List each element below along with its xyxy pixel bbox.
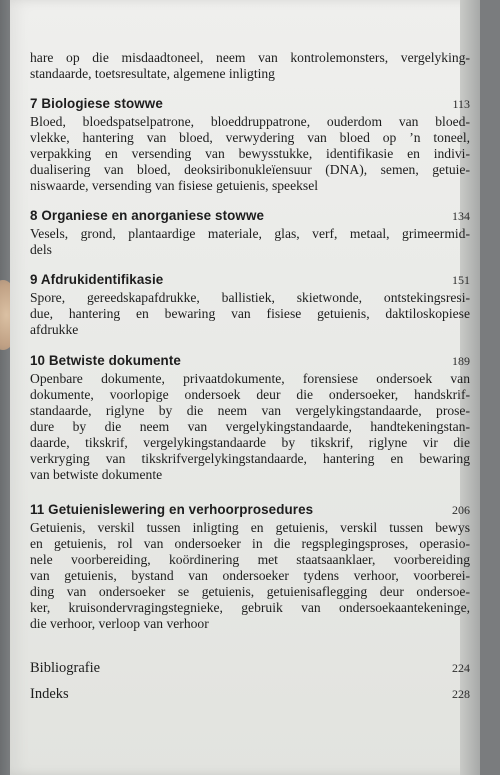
- summary-line: afdrukke: [30, 322, 79, 337]
- summary-line: standaarde, riglyne by die neem van vergelykingstandaarde, prose-: [30, 403, 470, 418]
- chapter-title: 9 Afdrukidentifikasie: [30, 272, 164, 287]
- summary-line: dokumente, voorlopige ondersoek deur die ondersoeker, handskrif-: [30, 387, 470, 402]
- chapter-title: 11 Getuienislewering en verhoorprosedures: [30, 502, 314, 517]
- summary-line: Vesels, grond, plantaardige materiale, glas, verf, metaal, grimeermid-: [30, 226, 470, 241]
- summary-line: dure by die neem van vergelykingstandaarde, handtekeningstan-: [30, 419, 470, 434]
- chapter-summary: [30, 226, 470, 258]
- summary-line: van betwiste dokumente: [30, 467, 163, 482]
- summary-line: dualisering van bloed, deoksiribonukleïensuur (DNA), semen, getuie-: [30, 162, 470, 177]
- back-matter-title: Indeks: [30, 686, 69, 702]
- summary-line: Spore, gereedskapafdrukke, ballistiek, skietwonde, ontstekingsresi-: [30, 290, 470, 305]
- intro-line: standaarde, toetsresultate, algemene inligting: [30, 66, 275, 81]
- intro-continuation: [30, 50, 470, 82]
- back-matter-title: Bibliografie: [30, 660, 101, 676]
- toc-entry-bibliography: [30, 660, 470, 677]
- back-matter-page-number: 224: [452, 661, 470, 675]
- intro-line: hare op die misdaadtoneel, neem van kontrolemonsters, vergelyking-: [30, 50, 470, 65]
- summary-line: Bloed, bloedspatselpatrone, bloeddruppatrone, ouderdom van bloed-: [30, 114, 470, 129]
- toc-entry-chapter-7: [30, 96, 470, 194]
- chapter-summary: [30, 290, 470, 338]
- chapter-summary: [30, 520, 470, 632]
- summary-line: en getuienis, rol van ondersoeker in die regsplegingsproses, operasio-: [30, 536, 470, 551]
- summary-line: daarde, tikskrif, vergelykingstandaarde by tikskrif, riglyne vir die: [30, 435, 470, 450]
- summary-line: verpakking en versending van bewysstukke, identifikasie en indivi-: [30, 146, 470, 161]
- chapter-title: 10 Betwiste dokumente: [30, 353, 181, 368]
- chapter-title: 7 Biologiese stowwe: [30, 96, 163, 111]
- summary-line: niswaarde, versending van fisiese getuienis, speeksel: [30, 178, 319, 193]
- summary-line: die verhoor, verloop van verhoor: [30, 616, 209, 631]
- chapter-title: 8 Organiese en anorganiese stowwe: [30, 208, 265, 223]
- toc-entry-chapter-11: [30, 502, 470, 632]
- toc-entry-index: [30, 686, 470, 703]
- chapter-page-number: 134: [452, 209, 470, 223]
- summary-line: vlekke, hantering van bloed, verwydering van bloed op ’n toneel,: [30, 130, 470, 145]
- summary-line: verkryging van tikskrifvergelykingstandaarde, hantering en bewaring: [30, 451, 470, 466]
- chapter-summary: [30, 114, 470, 194]
- summary-line: ker, kruisondervragingstegnieke, gebruik van ondersoekaantekeninge,: [30, 600, 470, 615]
- summary-line: van getuienis, bystand van ondersoeker tydens verhoor, voorberei-: [30, 568, 470, 583]
- chapter-summary: [30, 371, 470, 483]
- toc-entry-chapter-8: [30, 208, 470, 258]
- summary-line: nele voorbereiding, koördinering met staatsaanklaer, voorbereiding: [30, 552, 470, 567]
- toc-entry-chapter-10: [30, 353, 470, 483]
- book-page: [10, 0, 480, 775]
- toc-entry-chapter-9: [30, 272, 470, 338]
- summary-line: Openbare dokumente, privaatdokumente, forensiese ondersoek van: [30, 371, 470, 386]
- chapter-page-number: 113: [452, 97, 470, 111]
- chapter-page-number: 206: [452, 503, 470, 517]
- summary-line: Getuienis, verskil tussen inligting en getuienis, verskil tussen bewys: [30, 520, 470, 535]
- summary-line: dels: [30, 242, 52, 257]
- back-matter-page-number: 228: [452, 687, 470, 701]
- chapter-page-number: 189: [452, 354, 470, 368]
- summary-line: ding van ondersoeker se getuienis, getuienisaflegging deur ondersoe-: [30, 584, 470, 599]
- summary-line: due, hantering en bewaring van fisiese getuienis, daktiloskopiese: [30, 306, 470, 321]
- chapter-page-number: 151: [452, 273, 470, 287]
